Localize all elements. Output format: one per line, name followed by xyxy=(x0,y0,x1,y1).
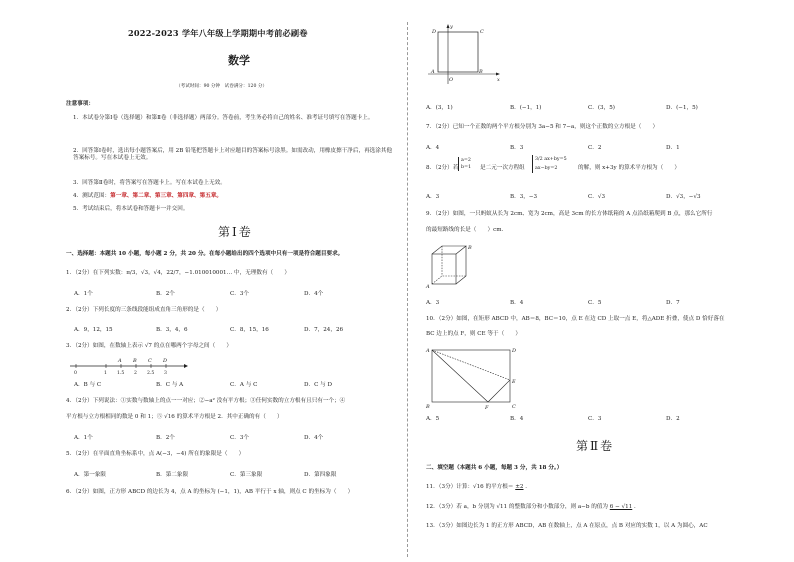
cuboid-top-face xyxy=(432,246,466,254)
note-item-4-prefix: 4．测试范围： xyxy=(73,193,111,199)
q12-answer: 6 − √11 xyxy=(609,504,633,510)
nl-tick-2: 2 xyxy=(134,371,137,376)
q7-option-d[interactable]: D．1 xyxy=(666,145,680,151)
label-c: C xyxy=(480,29,484,35)
q8-sys2-line1: 3/2 ax+by=5 xyxy=(535,157,567,162)
segment-fe xyxy=(488,380,510,402)
cuboid-label-b: B xyxy=(468,245,472,251)
q5-option-d[interactable]: D．第四象限 xyxy=(304,472,337,478)
cuboid-right-edges xyxy=(456,246,466,284)
q1-stem: 1．（2分）在下列实数：π/3，√3，√4，22/7，−1.010010001… 中，无理数有（ ） xyxy=(66,270,290,276)
q2-option-d[interactable]: D．7，24，26 xyxy=(304,327,344,333)
q8-option-d[interactable]: D．√3，−√3 xyxy=(666,194,701,200)
q12 xyxy=(426,504,640,511)
q8-equation-system xyxy=(532,155,567,173)
note-item-2: 2．回答第Ⅰ卷时，选出每小题答案后，用 2B 铅笔把答题卡上对应题目的答案标号涂黑。如需改动，用橡皮擦干净后，再选涂其他答案标号。写在本试卷上无效。 xyxy=(73,148,393,161)
q8-option-c[interactable]: C．√3 xyxy=(588,194,605,200)
part2-title: 第Ⅱ卷 xyxy=(576,439,615,453)
q11-prefix: 11．（3分）计算：√16 的平方根＝ xyxy=(426,484,514,490)
q5-option-a[interactable]: A．第一象限 xyxy=(74,472,107,478)
q11-suffix: ． xyxy=(525,484,531,490)
q6-stem: 6．（2分）如图，正方形 ABCD 的边长为 4，点 A 的坐标为 (−1，1)，AB 平行于 x 轴，则点 C 的坐标为（ ） xyxy=(66,489,354,495)
q3-stem: 3．（2分）如图，在数轴上表示 √7 的点在哪两个字母之间（ ） xyxy=(66,343,233,349)
q3-option-a[interactable]: A．B 与 C xyxy=(74,382,102,388)
note-item-4 xyxy=(73,193,222,200)
q1-option-b[interactable]: B．2个 xyxy=(156,291,175,297)
q5-stem: 5．（2分）在平面直角坐标系中，点 A(−3，−4) 所在的象限是（ ） xyxy=(66,451,245,457)
rect-label-d: D xyxy=(512,348,517,354)
rectangle-abcd xyxy=(432,350,510,402)
q8-stem-b: 是二元一次方程组 xyxy=(480,165,525,171)
nl-tick-3: 3 xyxy=(164,371,167,376)
rect-label-e: E xyxy=(512,379,516,385)
q2-option-c[interactable]: C．8，15，16 xyxy=(230,327,269,333)
rect-label-a: A xyxy=(426,348,430,354)
q5-option-c[interactable]: C．第三象限 xyxy=(230,472,263,478)
nl-tick-1: 1 xyxy=(104,371,107,376)
q2-option-a[interactable]: A．9，12，15 xyxy=(74,327,113,333)
q3-option-b[interactable]: B．C 与 A xyxy=(156,382,184,388)
x-axis-arrow xyxy=(496,73,500,76)
q4-stem-line2: 平方根与立方根相同的数是 0 和 1；⑤ √16 的算术平方根是 2．其中正确的有（ ） xyxy=(66,414,283,420)
q9-option-a[interactable]: A．3 xyxy=(426,300,440,306)
q11-answer: ±2 xyxy=(515,484,524,490)
q9-stem-line1: 9．（2分）如图，一只蚂蚁从长为 2cm、宽为 2cm，高是 3cm 的长方体纸箱的 A 点沿纸箱爬到 B 点，那么它所行 xyxy=(426,211,713,217)
q10-stem-line1: 10．（2分）如图，在矩形 ABCD 中，AB＝8，BC＝10，点 E 在边 CD 上取一点 E，将△ADE 折叠，使点 D 恰好落在 xyxy=(426,316,725,322)
nl-tick-2-5: 2.5 xyxy=(147,371,155,376)
nl-label-b: B xyxy=(133,358,137,364)
cuboid-front-face xyxy=(432,254,456,284)
q11 xyxy=(426,484,531,491)
q6-option-a[interactable]: A．(3，1) xyxy=(426,105,453,111)
q9-option-d[interactable]: D．7 xyxy=(666,300,680,306)
label-o: O xyxy=(449,77,454,83)
square-coordinate-figure xyxy=(426,22,516,90)
number-line-figure xyxy=(66,354,196,376)
exam-title: 2022-2023 学年八年级上学期期中考前必刷卷 xyxy=(128,28,308,38)
label-d: D xyxy=(432,29,437,35)
part1-title: 第Ⅰ卷 xyxy=(218,225,253,239)
part2-instruction: 二、填空题（本题共 6 小题，每题 3 分，共 18 分。） xyxy=(426,465,563,471)
q10-option-b[interactable]: B．4 xyxy=(510,416,524,422)
q12-suffix: ． xyxy=(634,504,640,510)
segment-af xyxy=(432,350,488,402)
nl-label-d: D xyxy=(163,358,168,364)
q8-stem-c: 的解，则 x+3y 的算术平方根为（ ） xyxy=(578,165,681,171)
note-item-4-scope: 第一章、第二章、第三章、第四章、第五章。 xyxy=(110,193,223,199)
cuboid-figure xyxy=(428,242,474,290)
q8-sys2-line2: ax−by=2 xyxy=(535,166,558,171)
q1-option-d[interactable]: D．4个 xyxy=(304,291,324,297)
q7-option-c[interactable]: C．2 xyxy=(588,145,602,151)
q9-option-b[interactable]: B．4 xyxy=(510,300,524,306)
rect-label-b: B xyxy=(426,404,430,410)
q4-option-c[interactable]: C．3个 xyxy=(230,435,250,441)
q1-option-a[interactable]: A．1个 xyxy=(74,291,93,297)
q2-option-b[interactable]: B．3，4，6 xyxy=(156,327,188,333)
q10-stem-line2: BC 边上的点 F，则 CE 等于（ ） xyxy=(426,331,521,337)
q8-option-b[interactable]: B．3，−3 xyxy=(510,194,538,200)
q10-option-d[interactable]: D．2 xyxy=(666,416,680,422)
nl-tick-0: 0 xyxy=(74,371,77,376)
q1-option-c[interactable]: C．3个 xyxy=(230,291,250,297)
nl-label-c: C xyxy=(148,358,152,364)
q4-option-d[interactable]: D．4个 xyxy=(304,435,324,441)
q8-stem-a: 8．（2分）若 xyxy=(426,165,459,171)
nl-label-a: A xyxy=(118,358,122,364)
q7-option-a[interactable]: A．4 xyxy=(426,145,440,151)
rect-label-c: C xyxy=(512,404,516,410)
label-y: y xyxy=(450,24,453,30)
column-divider xyxy=(407,22,408,557)
q12-prefix: 12．（3分）若 a，b 分别为 √11 的整数部分和小数部分，则 a−b 的值为 xyxy=(426,504,608,510)
note-item-3: 3．回答第Ⅱ卷时，将答案写在答题卡上。写在本试卷上无效。 xyxy=(73,180,226,186)
q9-stem-line2: 的最短路线的长是（ ）cm． xyxy=(426,227,508,233)
rectangle-fold-figure xyxy=(426,344,521,410)
nl-tick-1-5: 1.5 xyxy=(117,371,125,376)
q2-stem: 2．（2分）下列长度的三条线段能组成直角三角形的是（ ） xyxy=(66,307,222,313)
q6-option-c[interactable]: C．(3，5) xyxy=(588,105,615,111)
q7-option-b[interactable]: B．3 xyxy=(510,145,524,151)
label-b: B xyxy=(479,69,483,75)
exam-meta: （考试时间：90 分钟 试卷满分：120 分） xyxy=(176,84,268,89)
q7-stem: 7．（2分）已知一个正数的两个平方根分别为 3a−5 和 7−a，则这个正数的立方根是（ ） xyxy=(426,124,659,130)
q6-option-d[interactable]: D．(−1，5) xyxy=(666,105,698,111)
subject-title: 数学 xyxy=(228,54,250,67)
q8-sys1-line2: b=1 xyxy=(461,165,472,170)
rect-label-f: F xyxy=(485,405,489,411)
q3-option-c[interactable]: C．A 与 C xyxy=(230,382,258,388)
q4-option-a[interactable]: A．1个 xyxy=(74,435,93,441)
note-item-5: 5．考试结束后，将本试卷和答题卡一并交回。 xyxy=(73,206,189,212)
q10-option-a[interactable]: A．5 xyxy=(426,416,440,422)
q4-stem-line1: 4．（2分）下列说法：①实数与数轴上的点一一对应；②−a² 没有平方根；③任何实数的立方根有且只有一个；④ xyxy=(66,398,346,404)
q5-option-b[interactable]: B．第二象限 xyxy=(156,472,189,478)
q8-solution-system xyxy=(458,157,471,171)
square-abcd xyxy=(438,32,478,72)
q4-option-b[interactable]: B．2个 xyxy=(156,435,175,441)
q8-sys1-line1: a=2 xyxy=(461,158,471,163)
part1-instruction: 一、选择题：本题共 10 小题，每小题 2 分，共 20 分。在每小题给出的四个选项中只有一项是符合题目要求。 xyxy=(66,251,344,257)
cuboid-label-a: A xyxy=(426,284,430,290)
q10-option-c[interactable]: C．3 xyxy=(588,416,602,422)
q8-option-a[interactable]: A．3 xyxy=(426,194,440,200)
label-a: A xyxy=(431,69,435,75)
notes-heading: 注意事项： xyxy=(66,101,94,107)
q9-option-c[interactable]: C．5 xyxy=(588,300,602,306)
number-line-arrow xyxy=(184,364,188,368)
label-x: x xyxy=(497,77,500,83)
note-item-1: 1．本试卷分第Ⅰ卷（选择题）和第Ⅱ卷（非选择题）两部分。答卷前，考生务必将自己的姓名、准考证号填写在答题卡上。 xyxy=(73,115,374,121)
q3-option-d[interactable]: D．C 与 D xyxy=(304,382,332,388)
q13-stem: 13．（3分）如图边长为 1 的正方形 ABCD，AB 在数轴上，点 A 在原点，点 B 对应的实数 1，以 A 为圆心，AC xyxy=(426,523,708,529)
fold-line-ae xyxy=(432,350,510,380)
q6-option-b[interactable]: B．(−1，1) xyxy=(510,105,542,111)
